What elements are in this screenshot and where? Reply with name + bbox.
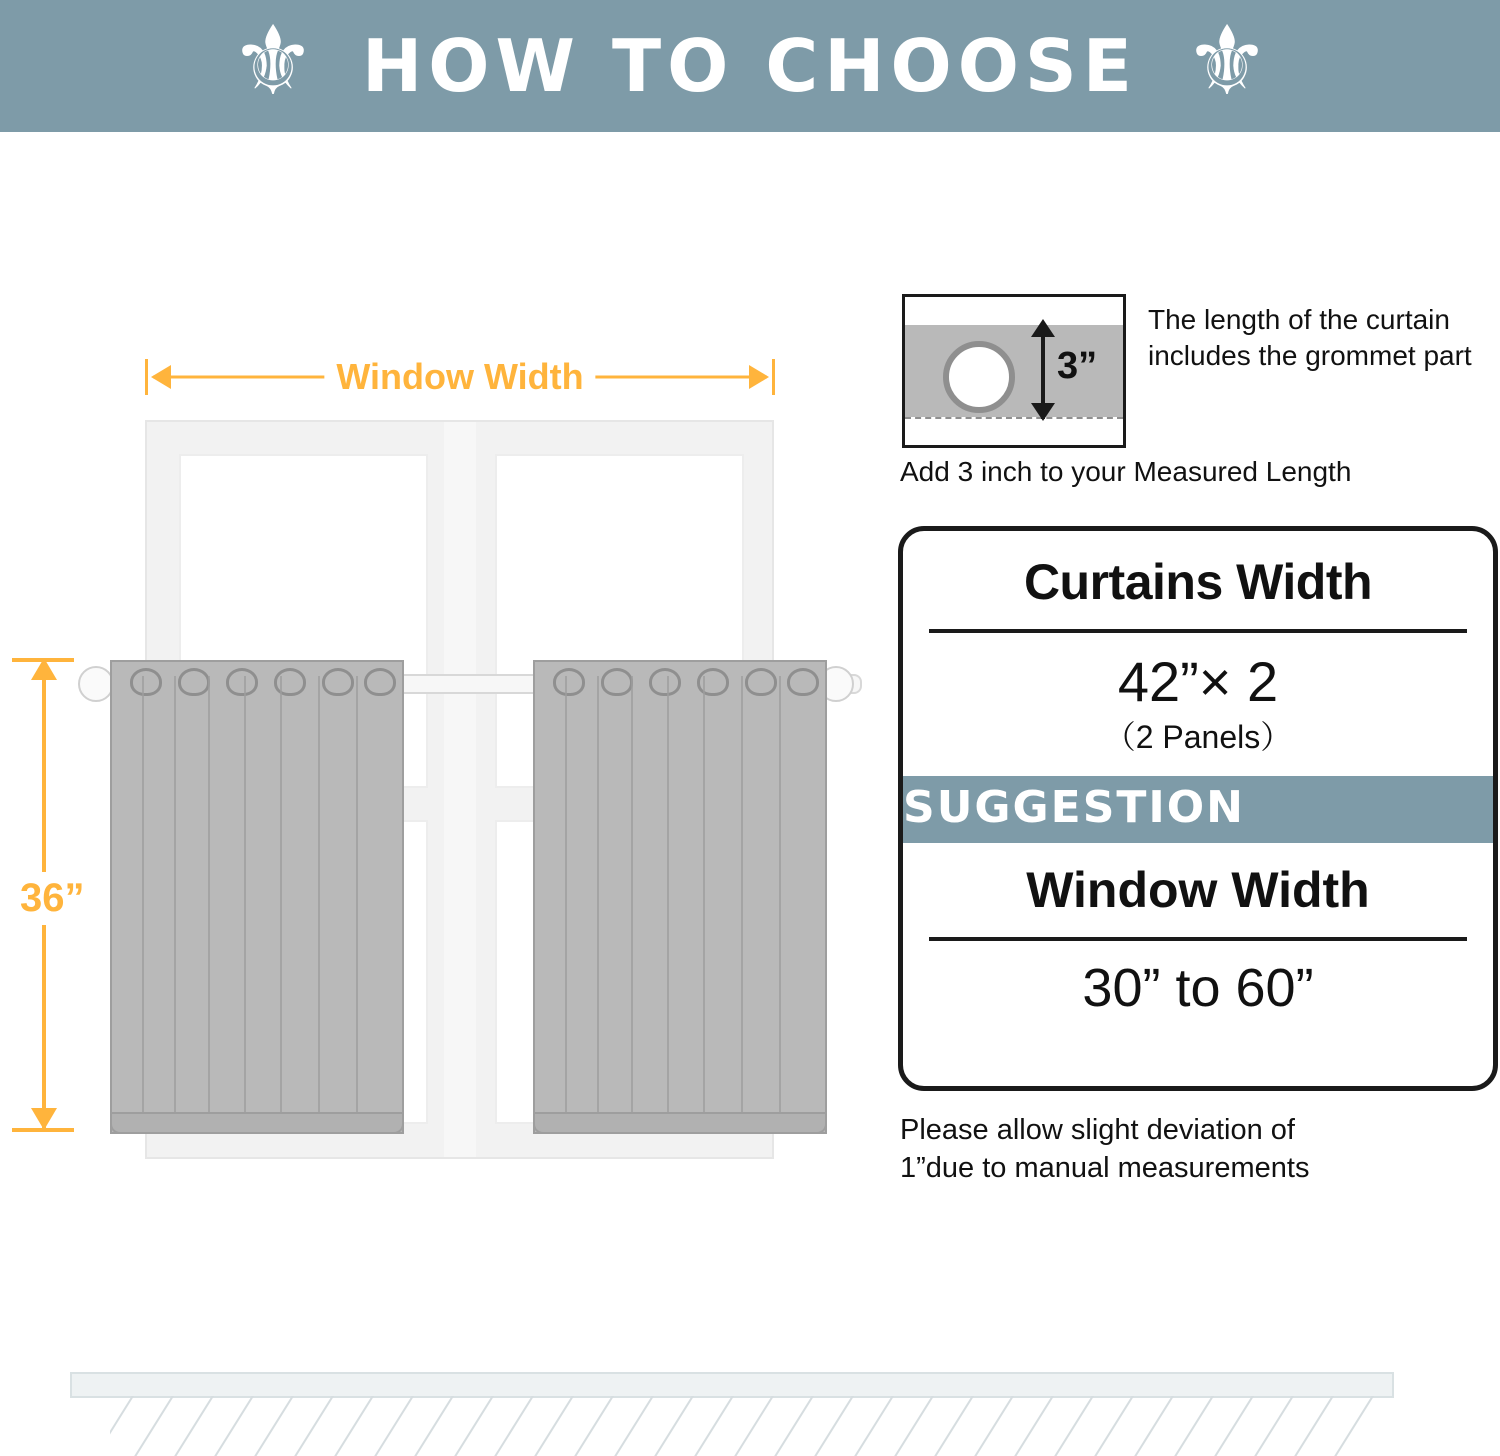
curtain-fold — [244, 676, 246, 1128]
grommet-icon — [274, 668, 306, 696]
measurement-dashed-line — [905, 417, 1123, 419]
disclaimer-line-1: Please allow slight deviation of — [900, 1114, 1295, 1146]
curtain-panel-left — [110, 660, 404, 1134]
arrow-up-icon — [1031, 319, 1055, 337]
page-title: HOW TO CHOOSE — [362, 24, 1138, 108]
arrow-left-icon — [151, 365, 171, 389]
grommet-icon — [130, 668, 162, 696]
window-width-dimension — [145, 354, 775, 400]
fleur-de-lis-icon: ⚜ — [229, 8, 317, 115]
grommet-icon — [226, 668, 258, 696]
dimension-cap-left — [145, 359, 148, 395]
suggestion-banner: SUGGESTION — [903, 776, 1493, 843]
grommet-icon — [649, 668, 681, 696]
curtain-fold — [280, 676, 282, 1128]
grommet-detail-illustration — [902, 294, 1126, 448]
grommet-icon — [322, 668, 354, 696]
curtain-hem — [533, 1112, 827, 1134]
curtain-fold — [318, 676, 320, 1128]
curtain-fold — [142, 676, 144, 1128]
fleur-de-lis-icon: ⚜ — [1183, 8, 1270, 115]
disclaimer-line-2: 1”due to manual measurements — [900, 1151, 1310, 1184]
curtain-fold — [667, 676, 669, 1128]
info-panel — [880, 132, 1500, 1404]
dimension-cap-right — [772, 359, 775, 395]
grommet-icon — [745, 668, 777, 696]
curtain-fold — [565, 676, 567, 1128]
curtain-fold — [631, 676, 633, 1128]
add-length-note: Add 3 inch to your Measured Length — [900, 456, 1352, 487]
curtain-fold — [779, 676, 781, 1128]
curtain-rod-finial — [78, 666, 114, 702]
curtain-fold — [703, 676, 705, 1128]
grommet-note: The length of the curtain includes the grommet part — [1148, 304, 1472, 371]
curtain-fold — [174, 676, 176, 1128]
curtain-hem — [110, 1112, 404, 1134]
card-title-window-width: Window Width — [1026, 862, 1370, 918]
card-divider — [929, 937, 1467, 941]
grommet-icon — [943, 341, 1015, 413]
grommet-icon — [364, 668, 396, 696]
card-title-curtains-width: Curtains Width — [1023, 554, 1373, 610]
arrow-up-icon — [31, 658, 57, 680]
grommet-dimension-label: 3” — [1057, 345, 1098, 387]
card-value-window-width: 30” to 60” — [1082, 958, 1314, 1018]
window-width-label: Window Width — [324, 356, 595, 398]
arrow-down-icon — [1031, 403, 1055, 421]
curtain-fold — [597, 676, 599, 1128]
curtain-fold — [356, 676, 358, 1128]
disclaimer — [900, 1112, 1500, 1187]
grommet-icon — [178, 668, 210, 696]
card-subtext-panels: （2 Panels） — [1103, 719, 1293, 755]
curtain-panel-right — [533, 660, 827, 1134]
card-divider — [929, 629, 1467, 633]
curtain-fold — [741, 676, 743, 1128]
grommet-icon — [553, 668, 585, 696]
curtain-fold — [208, 676, 210, 1128]
floor-hatching — [110, 1396, 1390, 1456]
card-value-curtains-width: 42”× 2 — [1117, 650, 1279, 713]
grommet-icon — [787, 668, 819, 696]
window-diagram — [0, 132, 880, 1404]
grommet-icon — [601, 668, 633, 696]
page-header — [0, 0, 1500, 132]
suggestion-card — [898, 526, 1498, 1091]
curtain-height-label: 36” — [20, 872, 85, 925]
window-mullion — [444, 422, 476, 1157]
arrow-right-icon — [749, 365, 769, 389]
grommet-icon — [697, 668, 729, 696]
arrow-down-icon — [31, 1108, 57, 1130]
